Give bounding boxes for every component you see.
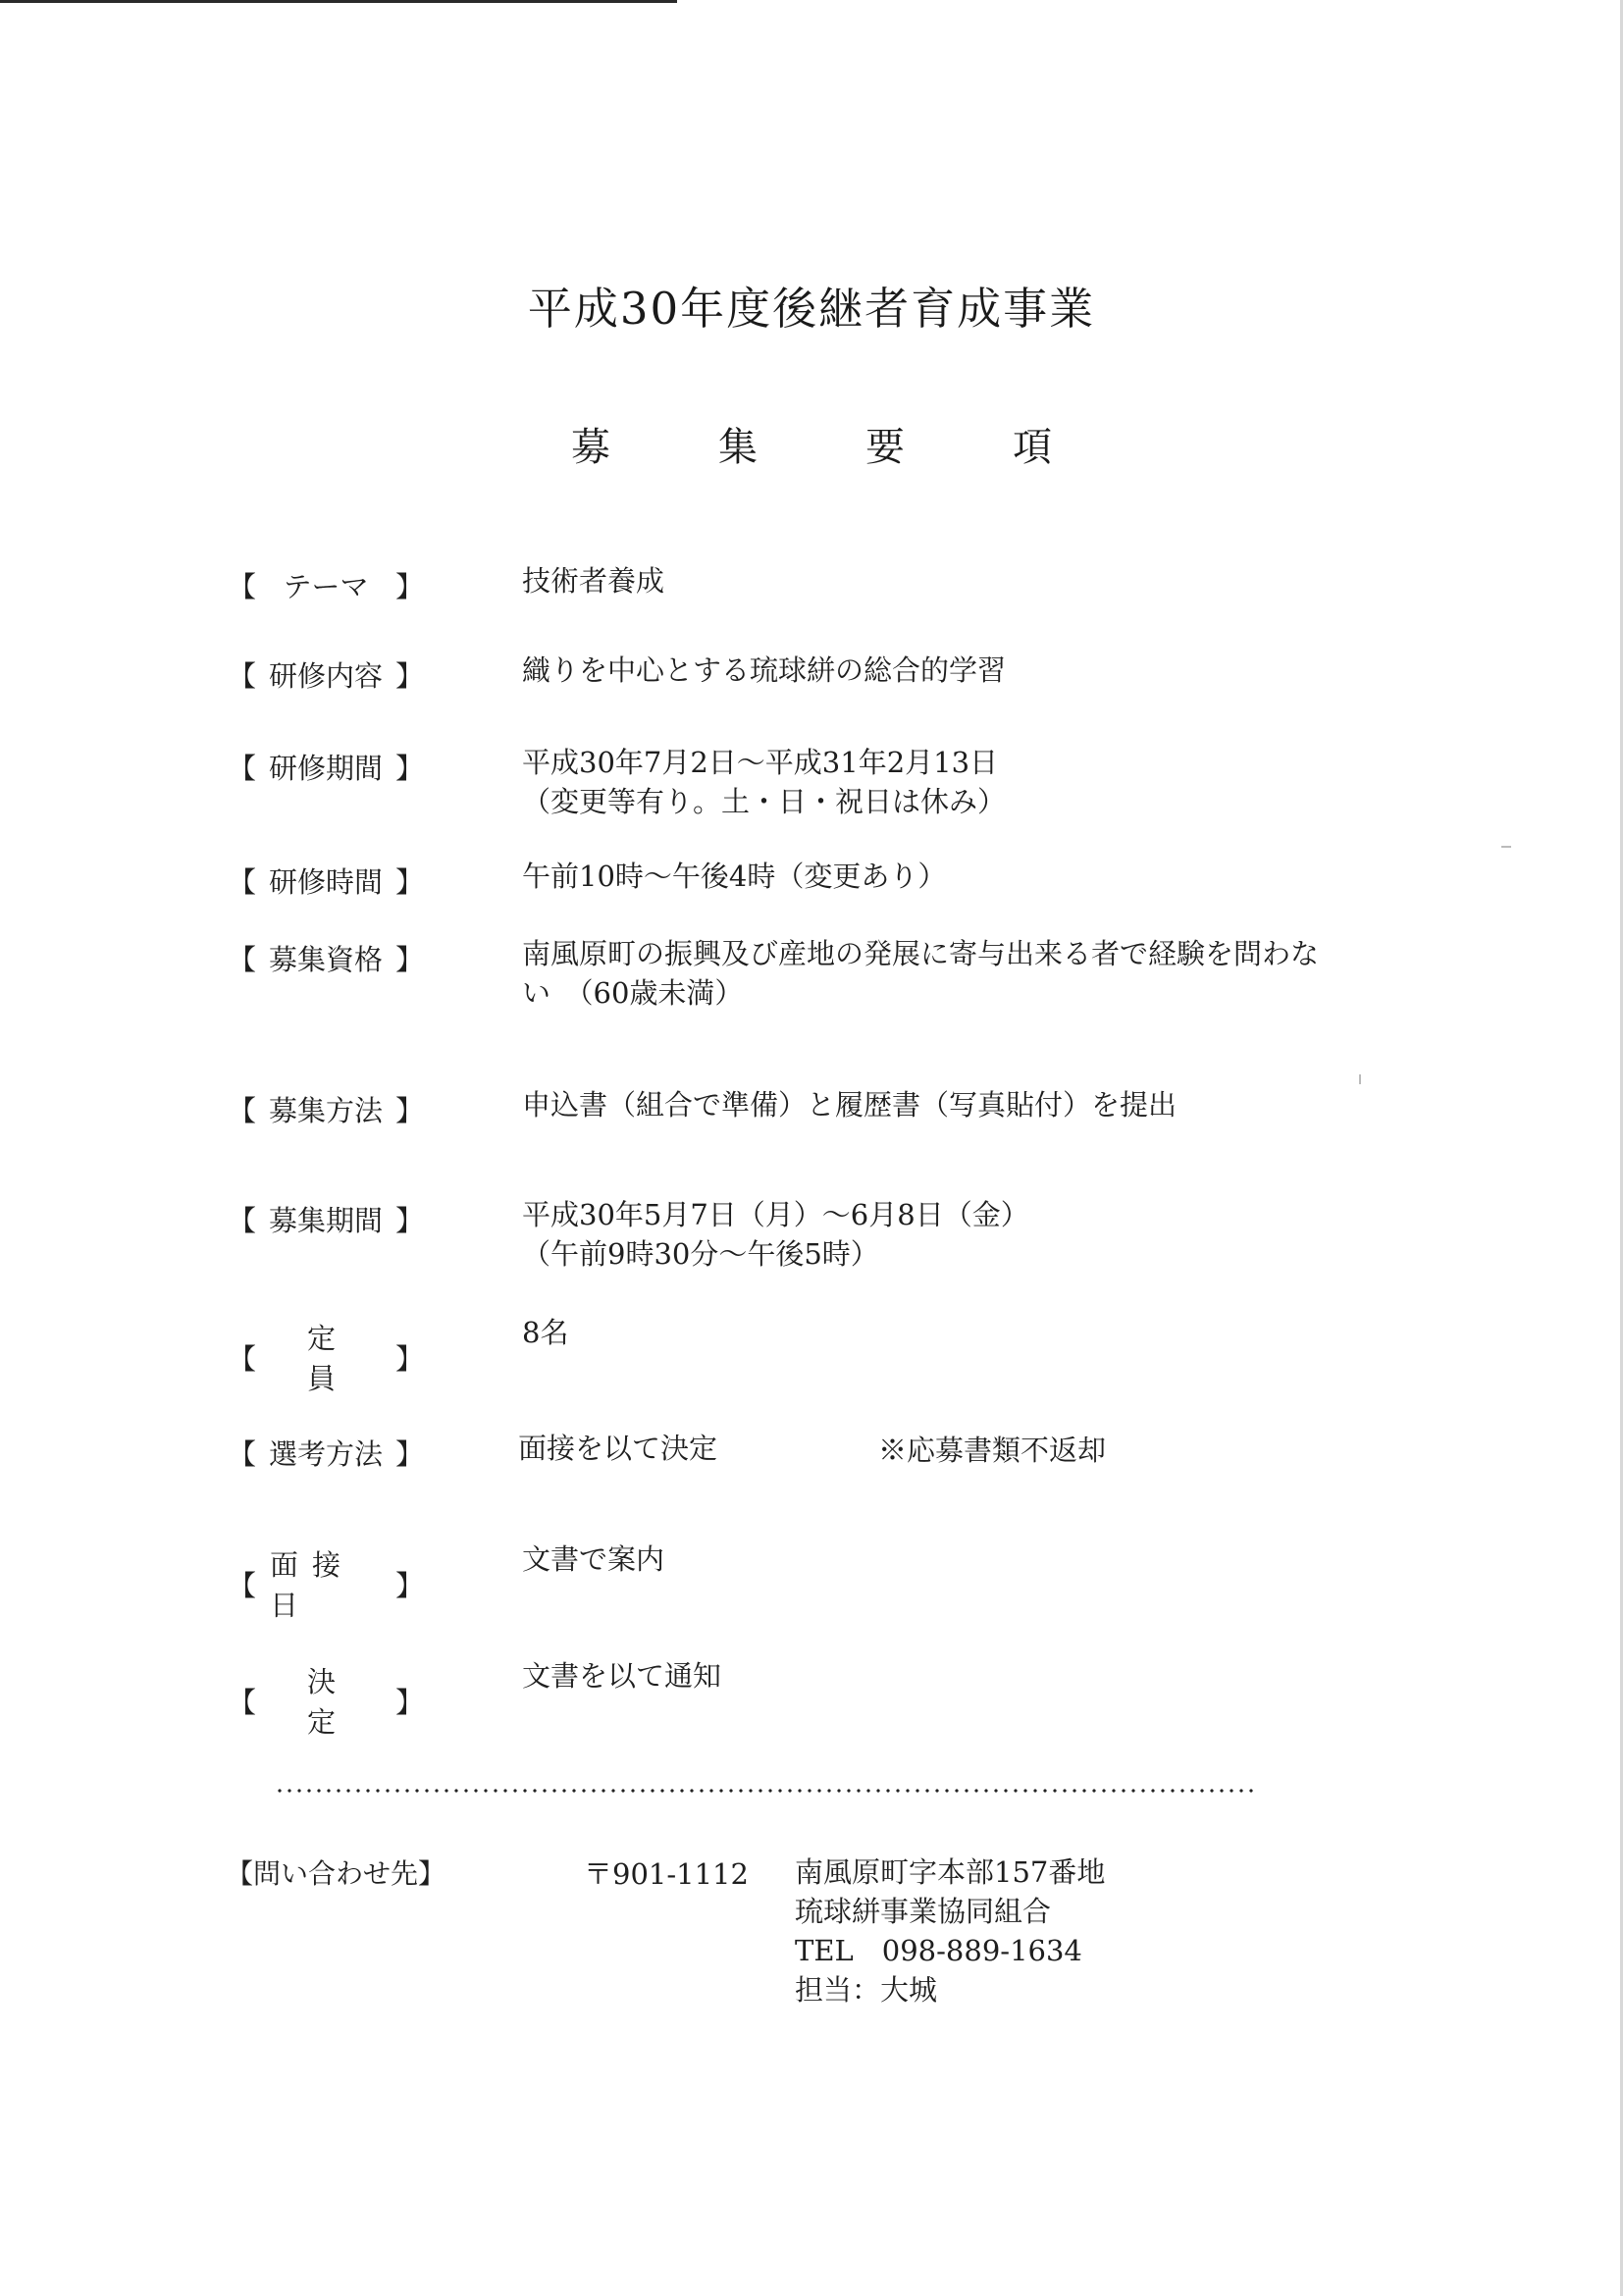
label-text: 募集方法 [268,1094,383,1127]
scan-edge-top [0,0,677,3]
label-training-hours: 【 研修時間 】 [228,861,424,901]
label-text: テーマ [283,570,369,603]
label-training-content: 【 研修内容 】 [228,654,424,695]
contact-address: 南風原町字本部157番地 [795,1855,1106,1889]
label-capacity: 【 定員 】 [228,1317,424,1397]
value-eligibility [522,934,1319,1013]
label-text: 研修内容 [268,659,383,693]
label-text: 決定 [307,1665,388,1739]
scan-speck [1359,1074,1361,1084]
value-line: 平成30年7月2日～平成31年2月13日 [522,746,999,779]
note-no-return: ※応募書類不返却 [878,1434,1107,1467]
value-line: 午前10時～午後4時（変更あり） [522,860,947,893]
document-subtitle [0,416,1623,472]
subtitle-char: 募 [571,425,610,470]
label-application-period: 【 募集期間 】 [228,1199,424,1239]
label-interview-date: 【 面接日 】 [228,1543,424,1624]
value-selection-method [518,1429,717,1468]
value-application-method [522,1085,1177,1124]
value-line: （午前9時30分～午後5時） [522,1237,879,1271]
label-text: 面接日 [270,1548,355,1622]
value-line: 8名 [522,1316,569,1349]
postal-code: 〒901-1112 [584,1857,749,1891]
value-theme [522,561,664,600]
subtitle-char: 要 [865,425,905,470]
label-text: 定員 [307,1322,388,1395]
label-training-period: 【 研修期間 】 [228,747,424,787]
value-training-period [522,743,1006,821]
label-text: 研修時間 [268,865,383,899]
subtitle-char: 項 [1013,425,1052,470]
label-text: 選考方法 [268,1437,383,1471]
label-selection-method: 【 選考方法 】 [228,1433,424,1473]
contact-person: 担当：大城 [795,1973,938,2007]
value-interview-date [522,1539,664,1579]
scan-speck [1501,846,1511,848]
value-decision [522,1656,721,1696]
contact-organization: 琉球絣事業協同組合 [795,1895,1052,1928]
value-line: 申込書（組合で準備）と履歴書（写真貼付）を提出 [522,1088,1178,1122]
value-application-period [522,1195,1029,1274]
value-training-hours [522,857,946,896]
label-application-method: 【 募集方法 】 [228,1089,424,1129]
value-line: 技術者養成 [522,564,665,598]
contact-address-block [795,1852,1105,2009]
value-line: 織りを中心とする琉球絣の総合的学習 [522,653,1007,687]
contact-tel: TEL 098-889-1634 [795,1934,1082,1967]
label-text: 研修期間 [268,752,383,785]
label-text: 募集資格 [268,943,383,976]
label-decision: 【 決定 】 [228,1660,424,1741]
value-line: 南風原町の振興及び産地の発展に寄与出来る者で経験を問わな [522,937,1320,970]
value-line: 文書で案内 [522,1542,665,1576]
subtitle-char: 集 [718,425,758,470]
value-capacity [522,1313,568,1352]
value-line: （変更等有り。土・日・祝日は休み） [522,785,1007,818]
document-title: 平成30年度後継者育成事業 [527,283,1096,335]
value-line: 平成30年5月7日（月）～6月8日（金） [522,1198,1029,1231]
contact-label: 【問い合わせ先】 [226,1857,446,1890]
value-line: 文書を以て通知 [522,1659,722,1693]
value-training-content [522,651,1006,690]
label-eligibility: 【 募集資格 】 [228,938,424,978]
value-line: い （60歳未満） [522,976,744,1010]
label-theme: 【 テーマ 】 [228,565,424,605]
label-text: 募集期間 [268,1204,383,1237]
dotted-separator [275,1788,1256,1794]
value-line: 面接を以て決定 [518,1432,718,1465]
